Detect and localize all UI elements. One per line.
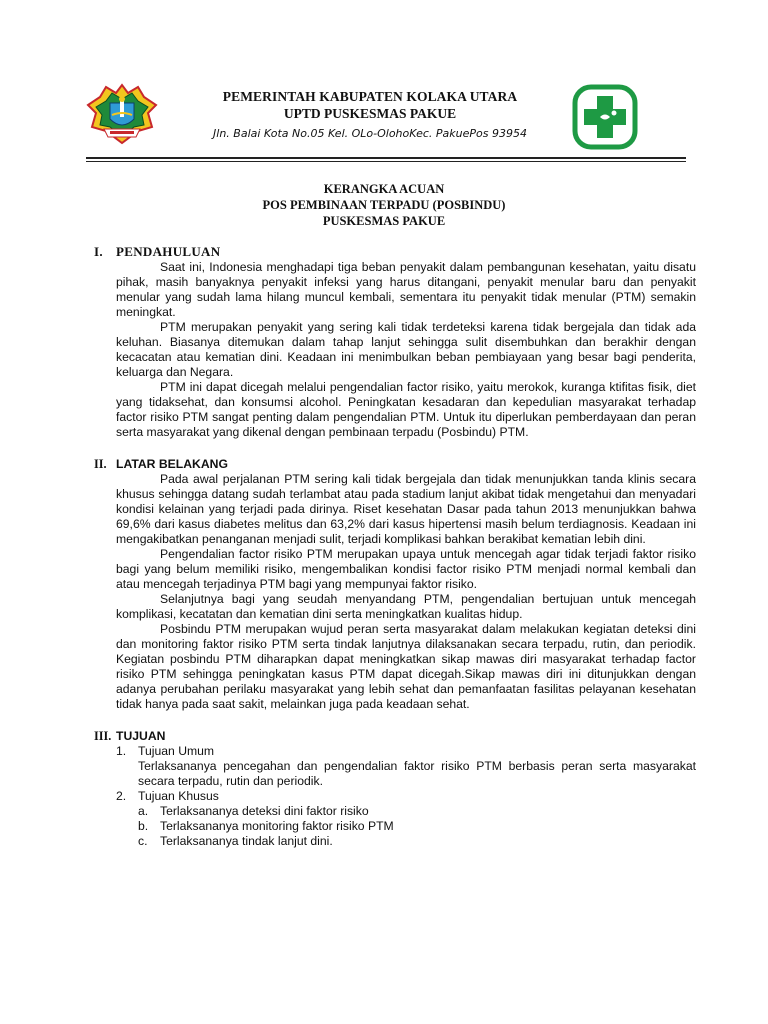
sub-list <box>116 804 696 849</box>
list-item-text: Terlaksananya deteksi dini faktor risiko <box>160 804 369 818</box>
list-marker: c. <box>138 834 148 848</box>
list-marker: b. <box>138 819 149 833</box>
section-title: TUJUAN <box>116 729 166 743</box>
list-item-text: Terlaksananya monitoring faktor risiko PTM <box>160 819 394 833</box>
paragraph: PTM ini dapat dicegah melalui pengendalian factor risiko, yaitu merokok, kuranga ktifitas fisik, diet yang tidaksehat, dan konsumsi alcohol. Peningkatan kesadaran dan kepedulian masyarakat terhadap factor risiko PTM sangat penting dalam pengendalian PTM. Untuk itu diperlukan pemberdayaan dan peran serta masyarakat yang dikenal dengan pembinaan terpadu (Posbindu) PTM. <box>116 380 696 439</box>
document-title <box>0 181 768 229</box>
spacer <box>94 712 696 728</box>
letterhead-rule-thick <box>86 157 686 159</box>
sub-list-item <box>138 819 696 834</box>
section-number: III. <box>94 729 112 743</box>
letterhead <box>0 0 768 170</box>
paragraph: PTM merupakan penyakit yang sering kali tidak terdeteksi karena tidak bergejala dan tidak ada keluhan. Biasanya ditemukan dalam tahap lanjut sehingga sulit disembuhkan dan berakhir dengan kecacatan atau kematian dini. Keadaan ini menimbulkan beban pembiayaan yang besar bagi penderita, keluarga dan Negara. <box>116 320 696 379</box>
list-item-label: Tujuan Umum <box>138 744 215 758</box>
list-marker: 2. <box>116 789 127 803</box>
list-item-text: Terlaksananya tindak lanjut dini. <box>160 834 333 848</box>
title-line-1: KERANGKA ACUAN <box>323 182 445 196</box>
paragraph: Posbindu PTM merupakan wujud peran serta masyarakat dalam melakukan kegiatan deteksi dini dan monitoring faktor risiko PTM serta tindak lanjutnya dilaksanakan secara terpadu, rutin, dan periodik. Kegiatan posbindu PTM diharapkan dapat meningkatkan sikap mawas diri masyarakat terhadap factor risiko PTM sehingga peningkatan kasus PTM dapat dicegah.Sikap mawas diri ini ditunjukkan dengan adanya perubahan perilaku masyarakat yang lebih sehat dan pemanfaatan fasilitas pelayanan kesehatan tidak hanya pada saat sakit, melainkan juga pada keadaan sehat. <box>116 622 696 711</box>
list-item <box>116 789 696 804</box>
paragraph: Terlaksananya pencegahan dan pengendalian faktor risiko PTM berbasis peran serta masyarakat secara terpadu, rutin dan periodik. <box>138 759 696 788</box>
section-body-pendahuluan <box>94 260 696 440</box>
puskesmas-cross-icon <box>572 84 638 150</box>
spacer <box>94 440 696 456</box>
document-body <box>94 244 696 849</box>
paragraph: Pengendalian factor risiko PTM merupakan upaya untuk mencegah agar tidak terjadi faktor risiko bagi yang belum memiliki risiko, mengembalikan kondisi factor risiko PTM menjadi normal kembali dan atau mencegah terjadinya PTM bagi yang mempunyai faktor risiko. <box>116 547 696 591</box>
paragraph: Selanjutnya bagi yang seudah menyandang PTM, pengendalian bertujuan untuk mencegah komplikasi, kecatatan dan kematian dini serta meningkatkan kualitas hidup. <box>116 592 696 621</box>
section-number: I. <box>94 244 103 259</box>
list-marker: 1. <box>116 744 127 758</box>
list-item-label: Tujuan Khusus <box>138 789 219 803</box>
letterhead-government: PEMERINTAH KABUPATEN KOLAKA UTARA <box>222 89 518 104</box>
section-number: II. <box>94 457 107 471</box>
section-heading-latar-belakang <box>94 456 696 472</box>
section-title: LATAR BELAKANG <box>116 457 228 471</box>
regency-emblem-icon <box>86 83 158 145</box>
title-line-3: PUSKESMAS PAKUE <box>322 214 446 228</box>
paragraph: Pada awal perjalanan PTM sering kali tidak bergejala dan tidak menunjukkan tanda klinis secara khusus sehingga datang sudah terlambat atau pada stadium lanjut akibat tidak mengetahui dan menyadari kondisi kelainan yang terjadi pada dirinya. Riset kesehatan Dasar pada tahun 2013 menunjukkan bahwa 69,6% dari kasus diabetes melitus dan 63,2% dari kasus hipertensi masih belum terdiagnosis. Keadaan ini mengakibatkan penanganan menjadi sulit, terjadi komplikasi bahkan berakibat kematian lebih dini. <box>116 472 696 546</box>
section-heading-pendahuluan <box>94 244 696 260</box>
letterhead-address: Jln. Balai Kota No.05 Kel. OLo-OlohoKec. PakuePos 93954 <box>213 127 527 140</box>
section-heading-tujuan <box>94 728 696 744</box>
paragraph: Saat ini, Indonesia menghadapi tiga beban penyakit dalam pembangunan kesehatan, yaitu disatu pihak, masih banyaknya penyakit infeksi yang harus ditangani, penyakit menular baru dan penyakit menular yang sudah lama hilang muncul kembali, sementara itu penyakit tidak menular (PTM) semakin meningkat. <box>116 260 696 319</box>
letterhead-institution: UPTD PUSKESMAS PAKUE <box>283 106 457 121</box>
sub-list-item <box>138 834 696 849</box>
list-item <box>116 744 696 759</box>
section-body-tujuan <box>94 744 696 849</box>
title-line-2: POS PEMBINAAN TERPADU (POSBINDU) <box>262 198 506 212</box>
sub-list-item <box>138 804 696 819</box>
section-title: PENDAHULUAN <box>116 244 221 259</box>
letterhead-text <box>170 88 570 144</box>
letterhead-rule-thin <box>86 161 686 162</box>
section-body-latar-belakang <box>94 472 696 712</box>
list-item-description <box>116 759 696 789</box>
list-marker: a. <box>138 804 149 818</box>
